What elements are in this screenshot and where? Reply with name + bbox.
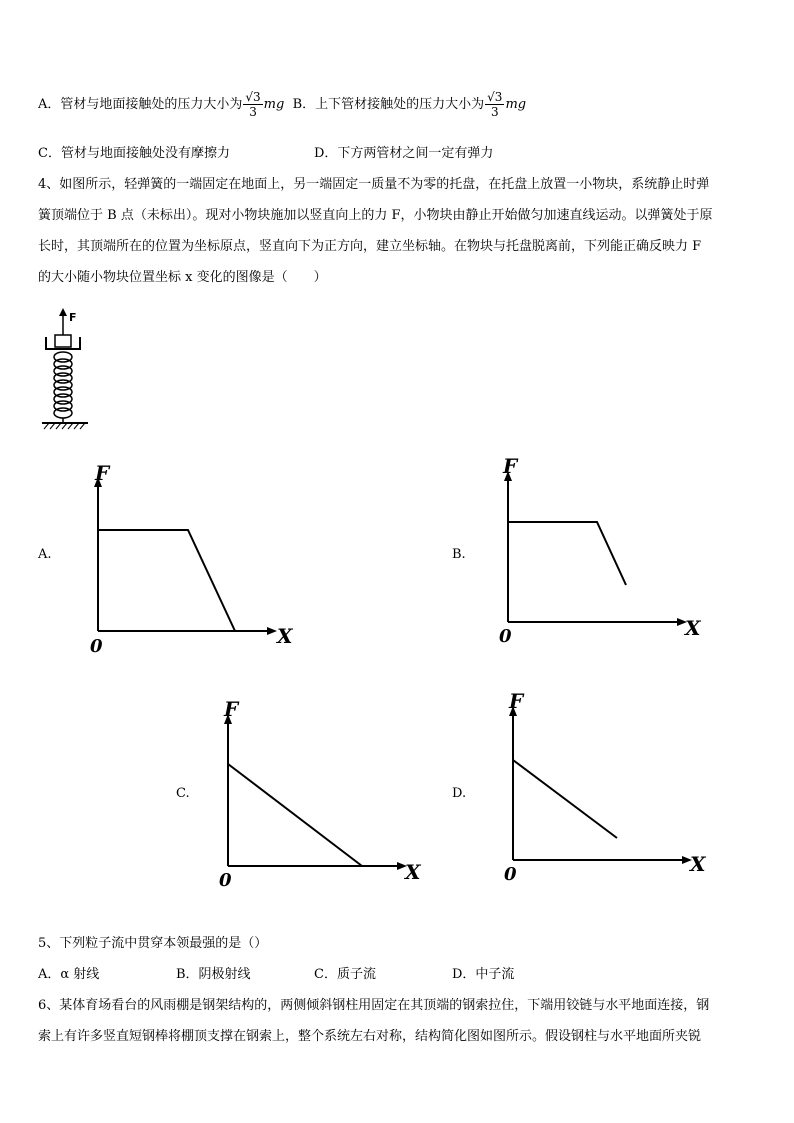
origin-label: 0 <box>499 626 512 647</box>
graph-b <box>495 455 710 650</box>
y-axis-label: F <box>95 461 110 485</box>
force-arrowhead <box>59 308 67 316</box>
q3-option-c: C．管材与地面接触处没有摩擦力 <box>38 146 230 161</box>
q6-stem-line1: 6、某体育场看台的风雨棚是钢架结构的，两侧倾斜钢柱用固定在其顶端的钢索拉住，下端用铰链与水平地面连接，钢 <box>38 998 710 1013</box>
fraction-numerator: √3 <box>245 90 261 104</box>
graph-b-label: B. <box>452 547 466 562</box>
q5-option-b: B．阴极射线 <box>176 967 251 982</box>
block <box>55 335 71 347</box>
q3-option-b-unit: mg <box>505 97 527 112</box>
graph-b-curve <box>508 522 626 585</box>
q5-stem: 5、下列粒子流中贯穿本领最强的是（） <box>38 936 268 951</box>
q4-stem-line3: 长时，其顶端所在的位置为坐标原点，竖直向下为正方向，建立坐标轴。在物块与托盘脱离前，下列能正确反映力 F <box>38 239 702 254</box>
x-axis-label: X <box>277 624 293 648</box>
q3-option-a-fraction <box>243 90 262 119</box>
force-label: F <box>69 311 77 324</box>
fraction-denominator: 3 <box>249 105 257 119</box>
x-arrowhead <box>267 627 277 635</box>
origin-label: 0 <box>219 870 232 891</box>
q4-stem-line4: 的大小随小物块位置坐标 x 变化的图像是（ ） <box>38 270 327 285</box>
y-axis-label: F <box>503 454 518 478</box>
graph-c-curve <box>228 764 362 866</box>
spring <box>54 352 72 423</box>
x-axis-label: X <box>690 852 706 876</box>
spring-tray-figure <box>38 305 98 435</box>
graph-d <box>500 690 715 885</box>
q5-option-c: C．质子流 <box>314 967 376 982</box>
graph-a-label: A. <box>38 547 52 562</box>
x-axis-label: X <box>405 860 421 884</box>
q3-option-b-text: B．上下管材接触处的压力大小为 <box>292 97 485 112</box>
q3-option-b-fraction <box>485 90 504 119</box>
y-axis-label: F <box>509 689 524 713</box>
fraction-denominator: 3 <box>490 105 499 119</box>
graph-a <box>85 461 300 660</box>
q5-option-a: A．α 射线 <box>38 967 100 982</box>
origin-label: 0 <box>504 864 517 885</box>
fraction-numerator: √3 <box>487 90 503 104</box>
x-axis-label: X <box>685 616 701 640</box>
q3-option-a-unit: mg <box>263 97 285 112</box>
graph-a-curve <box>98 530 235 631</box>
y-axis-label: F <box>224 697 239 721</box>
graph-c-label: C. <box>176 786 190 801</box>
q6-stem-line2: 索上有许多竖直短钢棒将棚顶支撑在钢索上，整个系统左右对称，结构简化图如图所示。假设钢柱与水平地面所夹锐 <box>38 1029 702 1044</box>
q3-option-a-text: A．管材与地面接触处的压力大小为 <box>38 97 243 112</box>
q4-stem-line1: 4、如图所示，轻弹簧的一端固定在地面上，另一端固定一质量不为零的托盘，在托盘上放置一小物块，系统静止时弹 <box>38 177 710 192</box>
graph-c <box>215 698 430 893</box>
origin-label: 0 <box>90 636 103 657</box>
q4-stem-line2: 簧顶端位于 B 点（未标出）。现对小物块施加以竖直向上的力 F，小物块由静止开始做匀加速直线运动。以弹簧处于原 <box>38 208 713 223</box>
q3-option-d: D．下方两管材之间一定有弹力 <box>314 146 494 161</box>
graph-d-curve <box>513 760 617 838</box>
q3-option-ab-row <box>38 90 526 119</box>
q5-option-d: D．中子流 <box>452 967 515 982</box>
graph-d-label: D. <box>452 786 467 801</box>
